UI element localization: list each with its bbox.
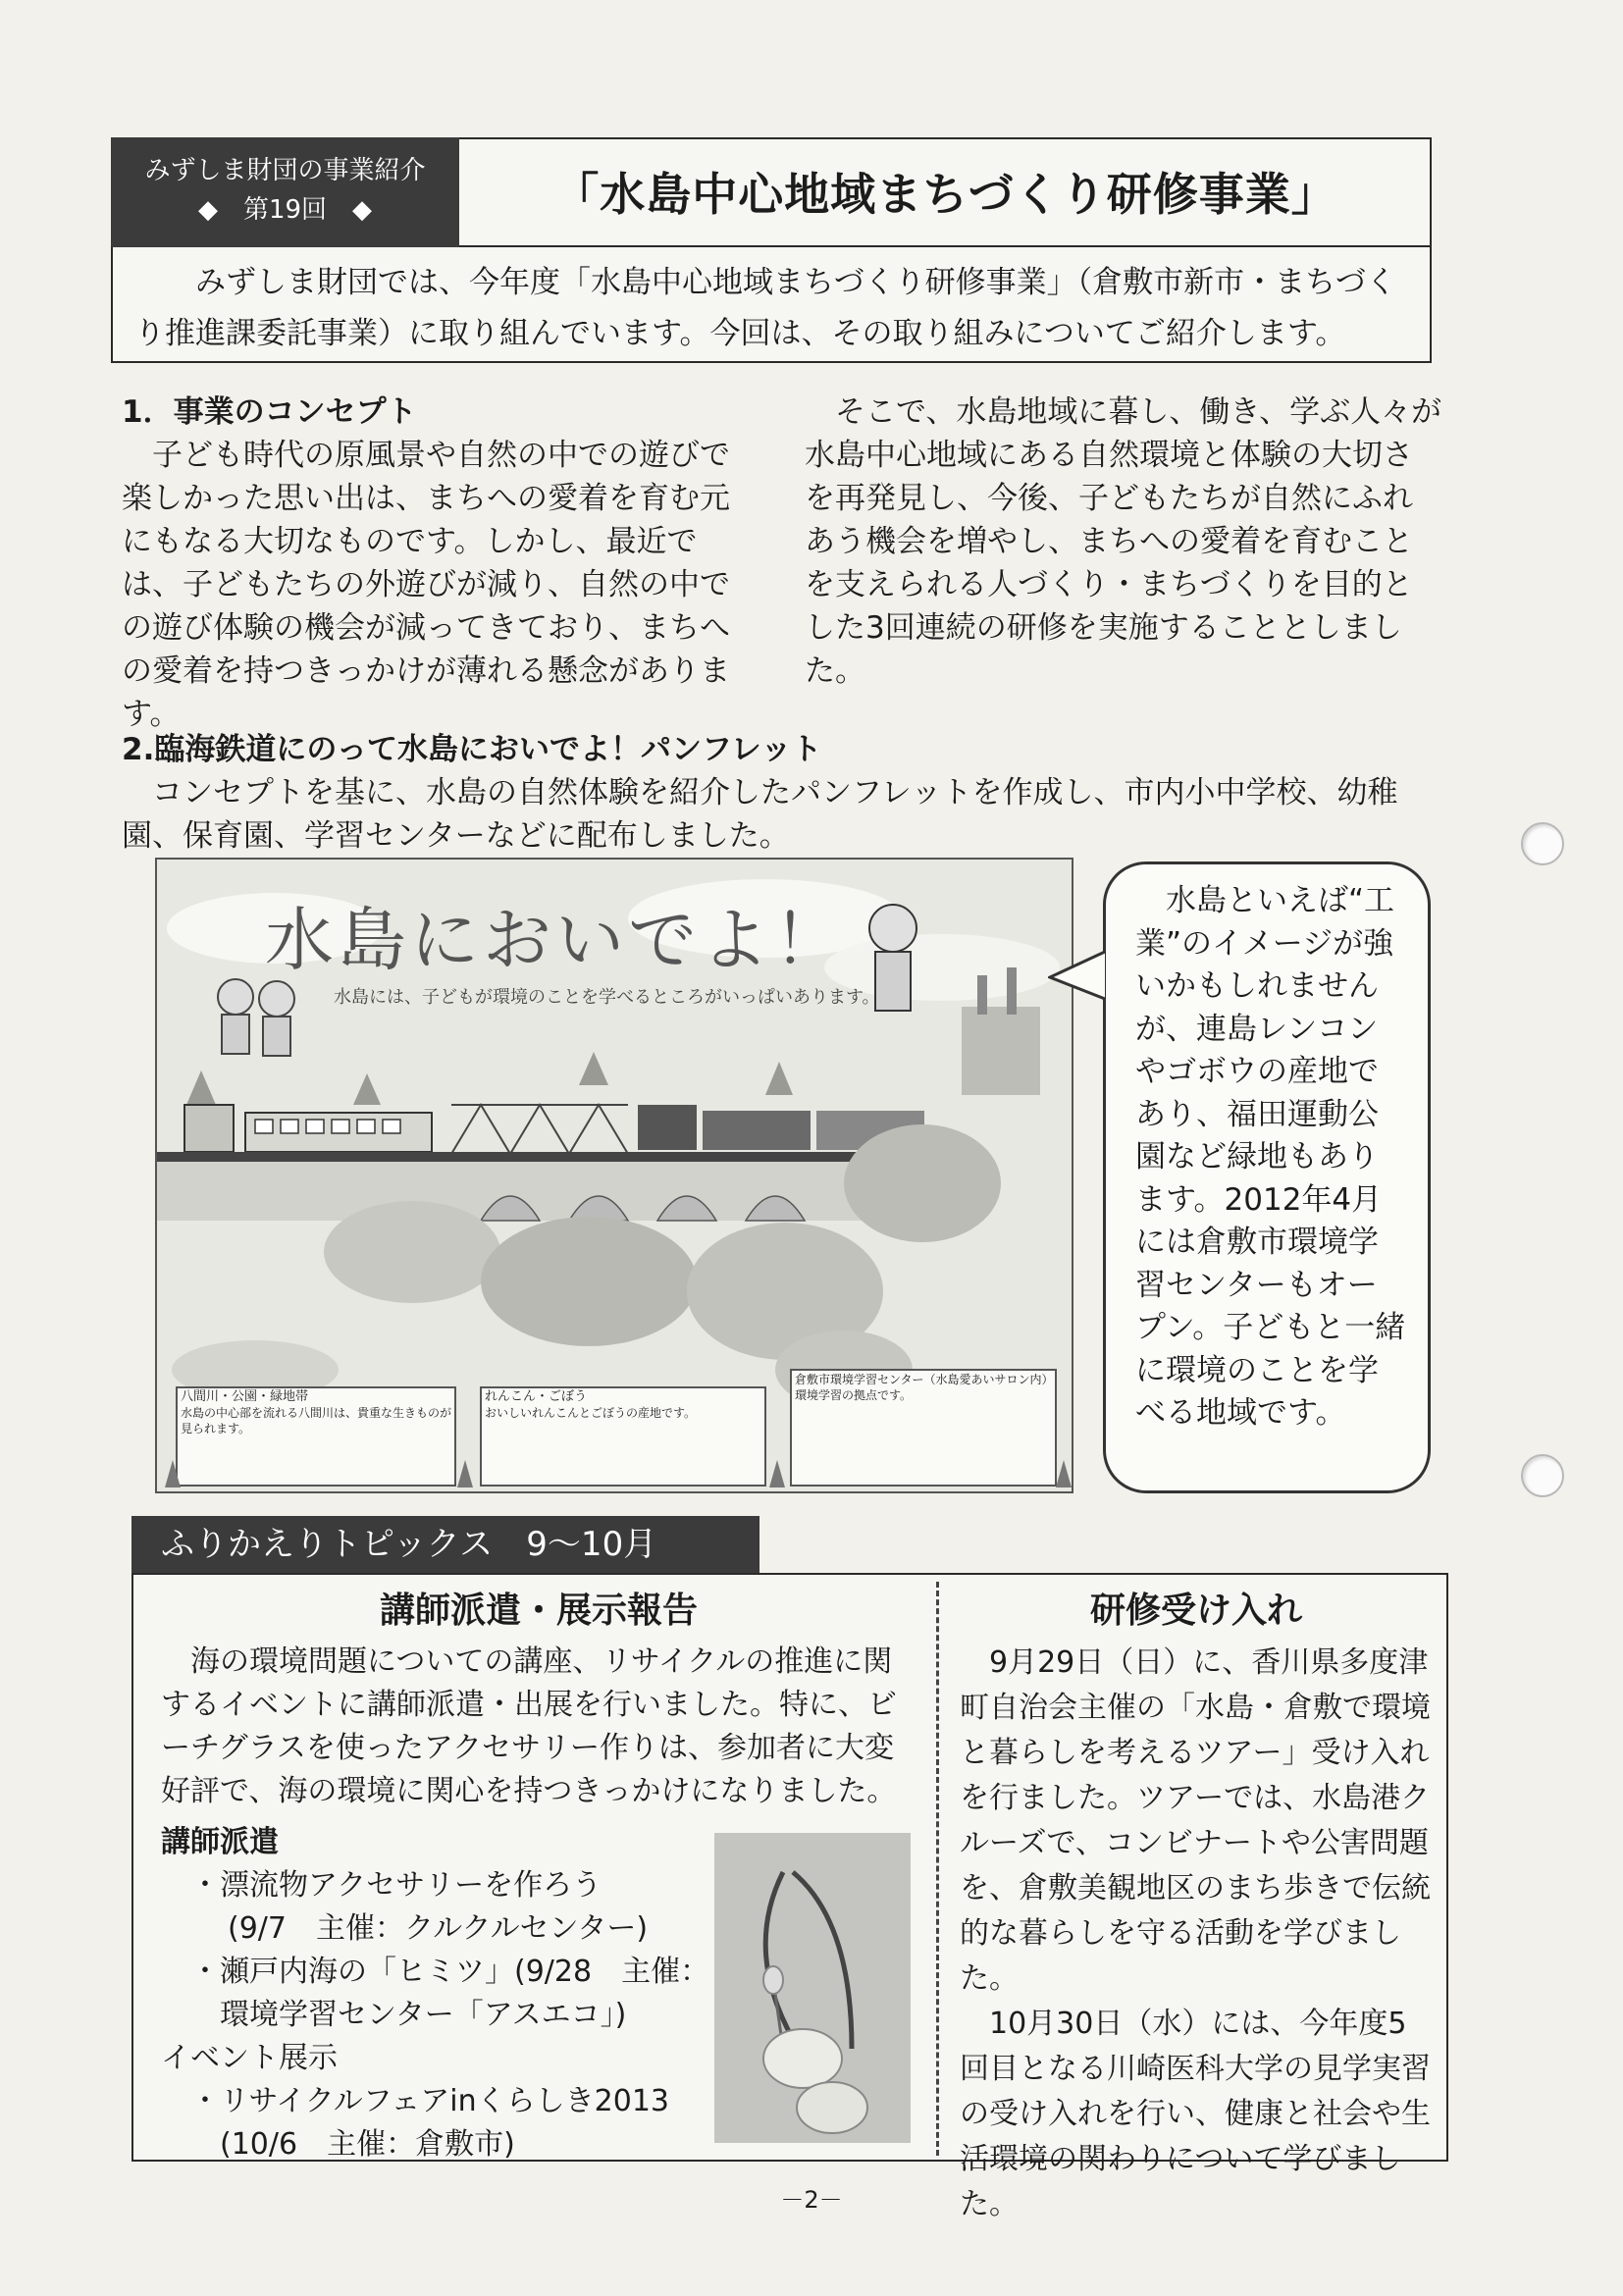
lecture-item-1: ・漂流物アクセサリーを作ろう [190, 1868, 602, 1903]
exhibit-subheading: イベント展示 [161, 2041, 338, 2075]
accessory-photo [714, 1833, 911, 2143]
exhibit-item-1: ・リサイクルフェアinくらしき2013 [190, 2084, 669, 2118]
article-intro: みずしま財団では、今年度「水島中心地域まちづくり研修事業」（倉敷市新市・まちづくり推進課委託事業）に取り組んでいます。今回は、その取り組みについてご紹介します。 [134, 265, 1396, 351]
section2-heading: 2.臨海鉄道にのって水島においでよ！パンフレット [122, 732, 822, 767]
pamphlet-box2 [485, 1389, 761, 1421]
accessory-drawing [714, 1833, 911, 2143]
pamphlet-subtitle: 水島には、子どもが環境のことを学べるところがいっぱいあります。 [334, 987, 880, 1008]
pamphlet-box3-text: 環境学習の拠点です。 [795, 1388, 913, 1402]
exhibit-item-1-note: (10/6 主催：倉敷市) [220, 2127, 515, 2162]
section1-para2: そこで、水島地域に暮し、働き、学ぶ人々が水島中心地域にある自然環境と体験の大切さを再発見し、今後、子どもたちが自然にふれあう機会を増やし、まちへの愛着を育むことを支えられる人づくり・まちづくりを目的とした3回連続の研修を実施することとしました。 [805, 394, 1442, 689]
section1 [122, 391, 750, 736]
topics-right-para2: 10月30日（水）には、今年度5回目となる川崎医科大学の見学実習の受け入れを行い、健康と社会や生活環境の関わりについて学びました。 [960, 2007, 1431, 2221]
pamphlet-illustration [155, 858, 1073, 1493]
pamphlet-box2-title: れんこん・ごぼう [485, 1389, 588, 1404]
topics-left-para: 海の環境問題についての講座、リサイクルの推進に関するイベントに講師派遣・出展を行いました。特に、ビーチグラスを使ったアクセサリー作りは、参加者に大変好評で、海の環境に関心を持つきっかけになりました。 [161, 1644, 897, 1808]
topics-bar: ふりかえりトピックス 9～10月 [131, 1516, 759, 1573]
series-tag-line1: みずしま財団の事業紹介 [144, 156, 426, 185]
page-number: －2－ [780, 2186, 843, 2214]
lecture-item-2: ・瀬戸内海の「ヒミツ」(9/28 主催： [190, 1955, 710, 1989]
series-tag [111, 137, 459, 247]
speech-bubble-tail [1048, 948, 1107, 1007]
pamphlet-title: 水島においでよ！ [265, 900, 846, 980]
punch-hole-bottom [1521, 1454, 1564, 1497]
topics-divider [936, 1582, 939, 2156]
pamphlet-box1-title: 八間川・公園・緑地帯 [181, 1389, 309, 1404]
punch-hole-top [1521, 822, 1564, 865]
topics-right-para1: 9月29日（日）に、香川県多度津町自治会主催の「水島・倉敷で環境と暮らしを考えるツアー」受け入れを行ました。ツアーでは、水島港クルーズで、コンビナートや公害問題を、倉敷美観地区のまち歩きで伝統的な暮らしを守る活動を学びました。 [960, 1645, 1431, 1996]
pamphlet-box3 [795, 1372, 1052, 1403]
article-title: 「水島中心地域まちづくり研修事業」 [459, 137, 1432, 247]
pamphlet-box3-title: 倉敷市環境学習センター（水島愛あいサロン内） [795, 1373, 1054, 1386]
pamphlet-box2-text: おいしいれんこんとごぼうの産地です。 [485, 1406, 697, 1420]
speech-bubble: 水島といえば“工業”のイメージが強いかもしれませんが、連島レンコンやゴボウの産地であり、福田運動公園など緑地もあります。2012年4月には倉敷市環境学習センターもオープン。子どもと一緒に環境のことを学べる地域です。 [1103, 861, 1431, 1493]
section2-para: コンセプトを基に、水島の自然体験を紹介したパンフレットを作成し、市内小中学校、幼稚園、保育園、学習センターなどに配布しました。 [122, 775, 1398, 854]
topics-right-column [960, 1582, 1433, 2227]
section2 [122, 728, 1456, 858]
section1-heading: 1．事業のコンセプト [122, 394, 417, 430]
pamphlet-box1 [181, 1389, 451, 1436]
topics-left-heading: 講師派遣・展示報告 [379, 1591, 698, 1631]
pamphlet-box1-text: 水島の中心部を流れる八間川は、貴重な生きものが見られます。 [181, 1406, 452, 1435]
topics-left-list [161, 1821, 710, 2166]
lecture-item-1-note: (9/7 主催：クルクルセンター) [228, 1911, 649, 1946]
lecture-item-2-note: 環境学習センター「アスエコ」) [220, 1998, 627, 2032]
series-tag-line2: ◆ 第19回 ◆ [197, 195, 373, 225]
lecture-subheading: 講師派遣 [161, 1825, 279, 1859]
topics-right-heading: 研修受け入れ [1089, 1591, 1302, 1631]
section1-para1: 子ども時代の原風景や自然の中での遊びで楽しかった思い出は、まちへの愛着を育む元にもなる大切なものです。しかし、最近では、子どもたちの外遊びが減り、自然の中での遊び体験の機会が減ってきており、まちへの愛着を持つきっかけが薄れる懸念があります。 [122, 438, 730, 732]
